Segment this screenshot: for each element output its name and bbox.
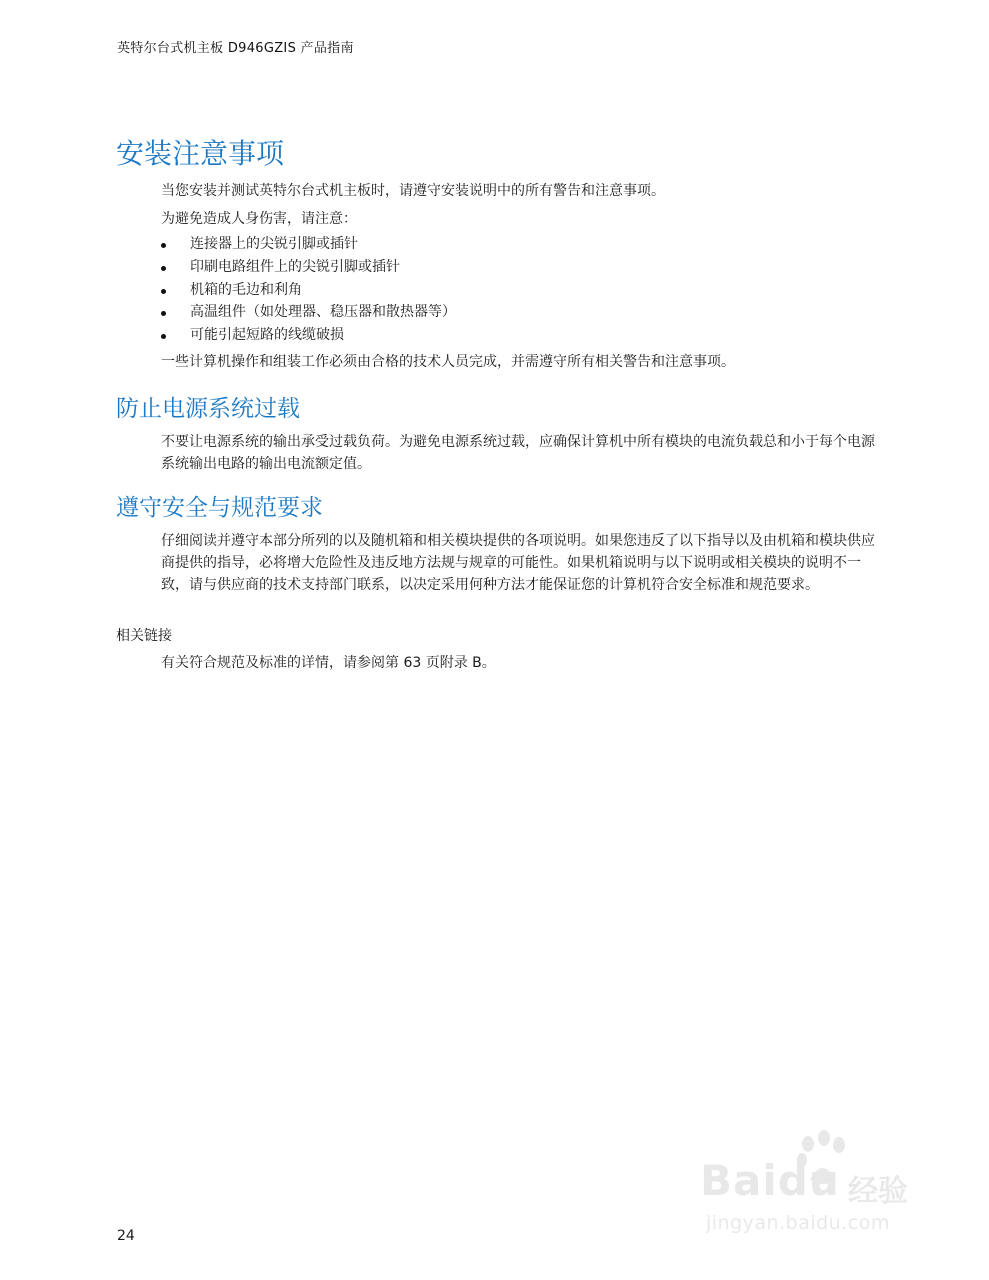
install-intro: 当您安装并测试英特尔台式机主板时，请遵守安装说明中的所有警告和注意事项。 — [161, 183, 665, 199]
related-links-label: 相关链接 — [116, 628, 172, 644]
running-header: 英特尔台式机主板 D946GZIS 产品指南 — [117, 41, 354, 56]
list-item: 连接器上的尖锐引脚或插针 — [161, 233, 456, 256]
bullet-dot — [161, 289, 166, 294]
section-title-overload: 防止电源系统过载 — [116, 396, 300, 422]
watermark-brand-cn: 经验 — [848, 1174, 908, 1209]
related-links-text: 有关符合规范及标准的详情，请参阅第 63 页附录 B。 — [161, 655, 496, 671]
bullet-dot — [161, 266, 166, 271]
bullet-dot — [161, 311, 166, 316]
list-item: 机箱的毛边和利角 — [161, 279, 456, 302]
section-title-compliance: 遵守安全与规范要求 — [116, 495, 323, 521]
install-closing: 一些计算机操作和组装工作必须由合格的技术人员完成，并需遵守所有相关警告和注意事项。 — [161, 354, 735, 370]
list-item: 高温组件（如处理器、稳压器和散热器等） — [161, 301, 456, 324]
compliance-body: 仔细阅读并遵守本部分所列的以及随机箱和相关模块提供的各项说明。如果您违反了以下指导以及由机箱和模块供应商提供的指导，必将增大危险性及违反地方法规与规章的可能性。如果机箱说明与以下说明或相关模块的说明不一致，请与供应商的技术支持部门联系，以决定采用何种方法才能保证您的计算机符合安全标准和规范要求。 — [161, 533, 875, 593]
hazard-list — [161, 233, 456, 347]
watermark-brand: Baidu — [700, 1156, 840, 1205]
bullet-dot — [161, 243, 166, 248]
watermark — [700, 1130, 940, 1250]
watermark-url: jingyan.baidu.com — [706, 1212, 890, 1234]
list-item: 可能引起短路的线缆破损 — [161, 324, 456, 347]
section-title-install: 安装注意事项 — [116, 137, 285, 170]
page-number: 24 — [117, 1228, 135, 1244]
bullet-dot — [161, 334, 166, 339]
list-item: 印刷电路组件上的尖锐引脚或插针 — [161, 256, 456, 279]
injury-intro: 为避免造成人身伤害，请注意： — [161, 211, 357, 227]
overload-body: 不要让电源系统的输出承受过载负荷。为避免电源系统过载，应确保计算机中所有模块的电流负载总和小于每个电源系统输出电路的输出电流额定值。 — [161, 434, 875, 472]
